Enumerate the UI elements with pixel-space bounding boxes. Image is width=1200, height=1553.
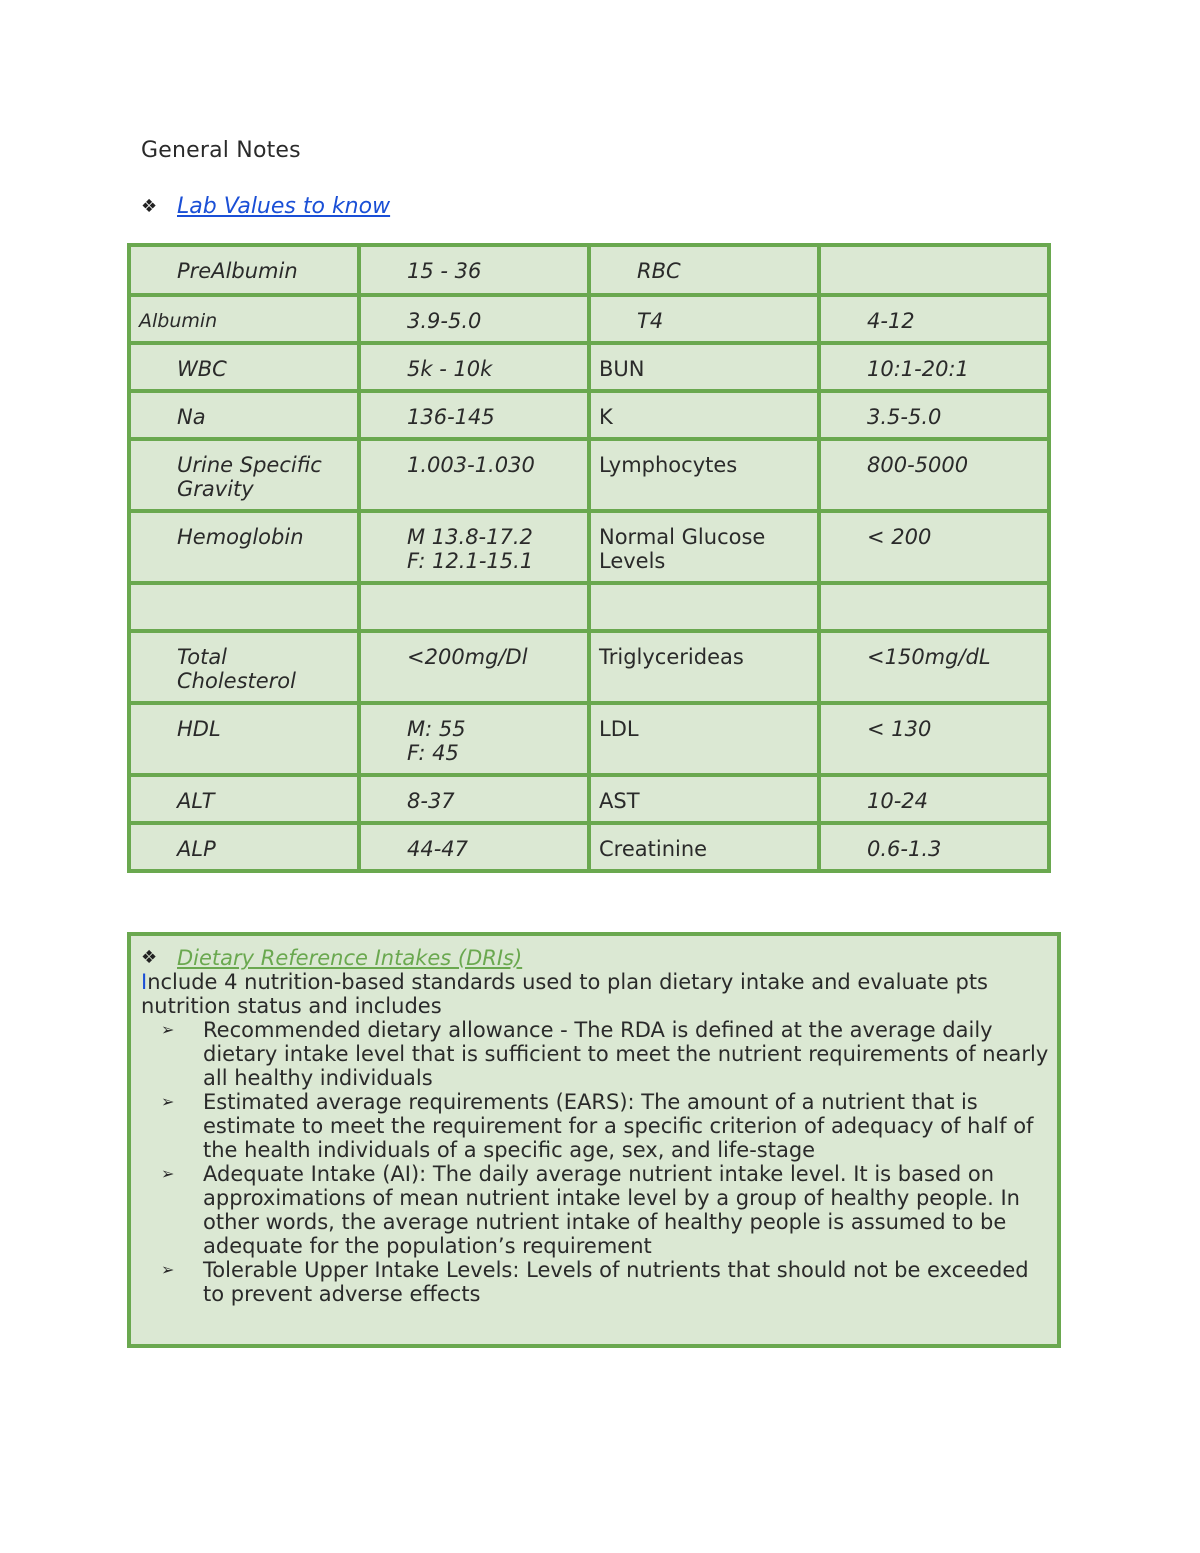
table-cell: T4 [589,295,819,343]
table-row [129,391,1049,439]
table-cell: 5k - 10k [359,343,589,391]
diamond-bullet-icon: ❖ [141,947,158,968]
table-cell: M 13.8-17.2 F: 12.1-15.1 [359,511,589,583]
table-row [129,703,1049,775]
dri-link[interactable]: Dietary Reference Intakes (DRIs) [177,946,523,970]
arrow-bullet-icon: ➢ [161,1260,175,1279]
table-cell: Total Cholesterol [129,631,359,703]
table-cell: Lymphocytes [589,439,819,511]
table-cell: Urine Specific Gravity [129,439,359,511]
table-cell: WBC [129,343,359,391]
table-cell: Albumin [129,295,359,343]
table-row-empty [129,583,1049,631]
table-cell: 800-5000 [819,439,1049,511]
table-cell [819,583,1049,631]
table-row [129,439,1049,511]
table-row [129,511,1049,583]
table-cell: 8-37 [359,775,589,823]
lab-values-heading [141,194,390,219]
table-cell: HDL [129,703,359,775]
dri-box [127,932,1061,1348]
list-item [141,1258,1049,1306]
arrow-bullet-icon: ➢ [161,1164,175,1183]
list-item-text: Estimated average requirements (EARS): The amount of a nutrient that is estimate to meet the requirement for a specific criterion of adequacy of half of the health individuals of a specific age, sex, and life-stage [203,1090,1034,1162]
table-cell: 10:1-20:1 [819,343,1049,391]
lab-values-table [127,243,1051,873]
table-cell: 15 - 36 [359,245,589,295]
table-row [129,295,1049,343]
table-cell: < 200 [819,511,1049,583]
table-cell [129,583,359,631]
table-cell: Creatinine [589,823,819,871]
table-row [129,775,1049,823]
table-cell: BUN [589,343,819,391]
table-cell: < 130 [819,703,1049,775]
list-item-text: Recommended dietary allowance - The RDA is defined at the average daily dietary intake level that is sufficient to meet the nutrient requirements of nearly all healthy individuals [203,1018,1049,1090]
table-cell: 1.003-1.030 [359,439,589,511]
list-item-text: Tolerable Upper Intake Levels: Levels of nutrients that should not be exceeded to prevent adverse effects [203,1258,1029,1306]
dri-intro-first-letter: I [141,970,148,994]
table-cell: AST [589,775,819,823]
dri-heading [141,946,1049,970]
table-cell [819,245,1049,295]
table-cell: 3.5-5.0 [819,391,1049,439]
table-cell: 44-47 [359,823,589,871]
page-title: General Notes [141,138,301,163]
table-row [129,343,1049,391]
table-cell: LDL [589,703,819,775]
table-cell: <200mg/Dl [359,631,589,703]
table-cell: 3.9-5.0 [359,295,589,343]
table-cell: RBC [589,245,819,295]
diamond-bullet-icon: ❖ [141,196,158,217]
list-item [141,1018,1049,1090]
table-row [129,631,1049,703]
table-cell: Na [129,391,359,439]
table-cell: PreAlbumin [129,245,359,295]
table-cell: 136-145 [359,391,589,439]
table-cell: Triglycerideas [589,631,819,703]
table-cell: Hemoglobin [129,511,359,583]
list-item-text: Adequate Intake (AI): The daily average nutrient intake level. It is based on approximations of mean nutrient intake level by a group of healthy people. In other words, the average nutrient intake of healthy people is assumed to be adequate for the population’s requirement [203,1162,1020,1258]
dri-intro [141,970,1049,1018]
table-cell: 4-12 [819,295,1049,343]
table-cell: <150mg/dL [819,631,1049,703]
table-cell: ALT [129,775,359,823]
table-row [129,823,1049,871]
lab-values-link[interactable]: Lab Values to know [177,194,391,219]
dri-standards-list [141,1018,1049,1306]
table-cell: 10-24 [819,775,1049,823]
table-cell: ALP [129,823,359,871]
dri-intro-text: nclude 4 nutrition-based standards used to plan dietary intake and evaluate pts nutrition status and includes [141,970,988,1018]
table-cell [359,583,589,631]
table-cell [589,583,819,631]
arrow-bullet-icon: ➢ [161,1092,175,1111]
list-item [141,1162,1049,1258]
table-row [129,245,1049,295]
table-cell: Normal Glucose Levels [589,511,819,583]
arrow-bullet-icon: ➢ [161,1020,175,1039]
table-cell: 0.6-1.3 [819,823,1049,871]
table-cell: K [589,391,819,439]
table-cell: M: 55 F: 45 [359,703,589,775]
list-item [141,1090,1049,1162]
